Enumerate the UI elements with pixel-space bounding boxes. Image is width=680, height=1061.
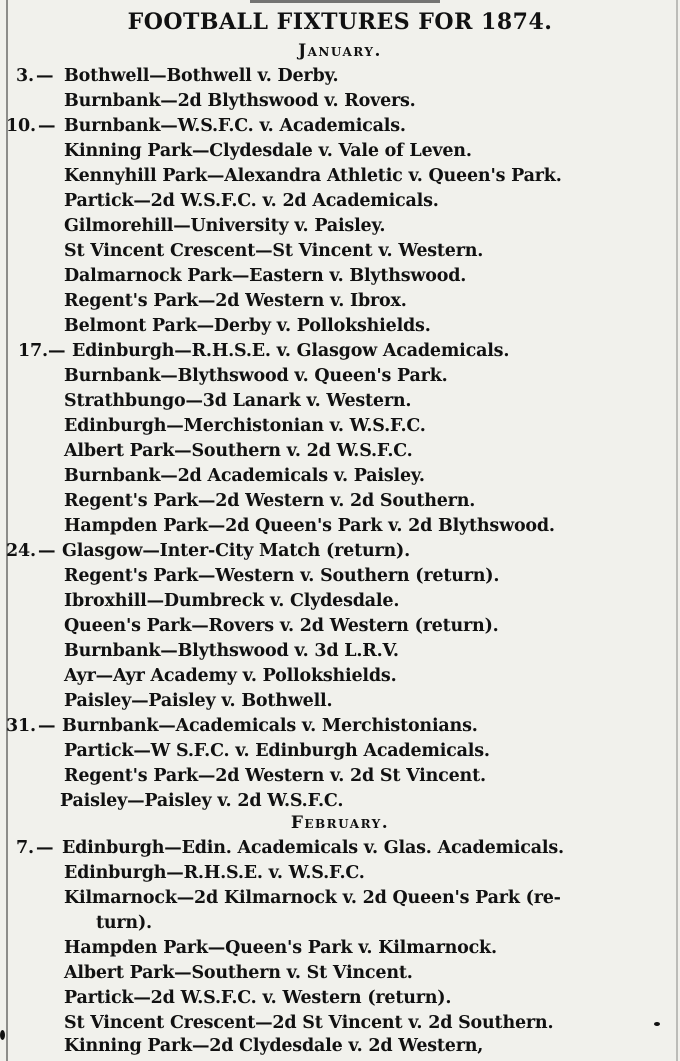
fixture-line [0, 836, 680, 860]
fixture-entry: Regent's Park—2d Western v. 2d Southern. [64, 491, 476, 511]
fixture-date: 10. [6, 116, 36, 136]
fixture-line [0, 139, 680, 163]
fixture-line [0, 64, 680, 88]
fixture-entry: St Vincent Crescent—2d St Vincent v. 2d Southern. [64, 1013, 554, 1033]
fixture-entry: Dalmarnock Park—Eastern v. Blythswood. [64, 266, 467, 286]
fixture-entry: Glasgow—Inter-City Match (return). [62, 541, 411, 561]
fixture-entry: Gilmorehill—University v. Paisley. [64, 216, 386, 236]
fixture-line [0, 714, 680, 738]
date-dash: — [38, 541, 56, 561]
date-dash: — [38, 116, 56, 136]
date-dash: — [36, 838, 54, 858]
fixture-line [0, 89, 680, 113]
fixture-entry: Paisley—Paisley v. Bothwell. [64, 691, 333, 711]
fixture-entry: Regent's Park—Western v. Southern (return). [64, 566, 500, 586]
fixture-entry: Hampden Park—Queen's Park v. Kilmarnock. [64, 938, 497, 958]
fixture-date: 31. [6, 716, 36, 736]
fixture-line [0, 689, 680, 713]
fixture-entry: Edinburgh—Merchistonian v. W.S.F.C. [64, 416, 426, 436]
fixture-entry: Paisley—Paisley v. 2d W.S.F.C. [60, 791, 344, 811]
fixture-line [0, 936, 680, 960]
ink-smudge [654, 1022, 660, 1026]
fixture-line [0, 464, 680, 488]
fixture-line [0, 539, 680, 563]
fixture-line [0, 886, 680, 910]
fixture-entry: Albert Park—Southern v. St Vincent. [64, 963, 413, 983]
fixture-entry: Burnbank—Academicals v. Merchistonians. [62, 716, 478, 736]
fixture-entry: Burnbank—W.S.F.C. v. Academicals. [64, 116, 406, 136]
fixture-line [0, 414, 680, 438]
fixture-line [0, 861, 680, 885]
fixture-line [0, 439, 680, 463]
fixture-entry: Ayr—Ayr Academy v. Pollokshields. [64, 666, 397, 686]
fixture-entry: Edinburgh—R.H.S.E. v. Glasgow Academicals. [72, 341, 510, 361]
month-heading-january: January. [298, 41, 382, 61]
fixture-entry: Partick—W S.F.C. v. Edinburgh Academicals. [64, 741, 490, 761]
date-dash: — [36, 66, 54, 86]
fixture-line [0, 664, 680, 688]
fixture-entry: Belmont Park—Derby v. Pollokshields. [64, 316, 431, 336]
fixture-line [0, 1011, 680, 1035]
fixture-line [0, 364, 680, 388]
fixture-date: 24. [6, 541, 36, 561]
month-heading-february: February. [290, 813, 390, 833]
fixture-line [0, 614, 680, 638]
fixture-entry: Burnbank—2d Blythswood v. Rovers. [64, 91, 416, 111]
fixture-line [0, 189, 680, 213]
fixture-line [0, 789, 680, 813]
fixture-line [0, 589, 680, 613]
date-dash: — [38, 716, 56, 736]
fixture-line [0, 314, 680, 338]
fixture-date: 3. [16, 66, 34, 86]
fixture-entry: Edinburgh—R.H.S.E. v. W.S.F.C. [64, 863, 365, 883]
fixture-entry: Edinburgh—Edin. Academicals v. Glas. Academicals. [62, 838, 564, 858]
fixture-entry: Hampden Park—2d Queen's Park v. 2d Blythswood. [64, 516, 555, 536]
fixture-line [0, 214, 680, 238]
page-title: FOOTBALL FIXTURES FOR 1874. [127, 9, 553, 35]
fixture-entry: Kennyhill Park—Alexandra Athletic v. Queen's Park. [64, 166, 562, 186]
fixture-entry: Strathbungo—3d Lanark v. Western. [64, 391, 412, 411]
fixture-entry: Bothwell—Bothwell v. Derby. [64, 66, 339, 86]
fixture-line [0, 986, 680, 1010]
fixture-entry: Queen's Park—Rovers v. 2d Western (return). [64, 616, 499, 636]
fixture-entry: Partick—2d W.S.F.C. v. Western (return). [64, 988, 452, 1008]
date-dash: — [48, 341, 66, 361]
fixture-line [0, 389, 680, 413]
fixture-line [0, 764, 680, 788]
fixture-line [0, 911, 680, 935]
fixture-entry: Partick—2d W.S.F.C. v. 2d Academicals. [64, 191, 439, 211]
fixture-line [0, 739, 680, 763]
top-rule [250, 0, 440, 3]
fixture-line [0, 114, 680, 138]
fixture-entry-continuation: turn). [96, 913, 152, 933]
fixture-entry: Ibroxhill—Dumbreck v. Clydesdale. [64, 591, 400, 611]
fixture-entry: Kilmarnock—2d Kilmarnock v. 2d Queen's Park (re- [64, 888, 561, 908]
fixture-line [0, 639, 680, 663]
fixture-line [0, 164, 680, 188]
fixture-entry: St Vincent Crescent—St Vincent v. Western. [64, 241, 484, 261]
fixture-line [0, 339, 680, 363]
fixture-entry: Burnbank—2d Academicals v. Paisley. [64, 466, 425, 486]
fixture-line [0, 239, 680, 263]
fixture-entry: Regent's Park—2d Western v. Ibrox. [64, 291, 407, 311]
fixture-entry: Albert Park—Southern v. 2d W.S.F.C. [64, 441, 413, 461]
fixture-date: 17. [18, 341, 48, 361]
fixture-entry: Kinning Park—2d Clydesdale v. 2d Western, [64, 1036, 484, 1056]
fixture-entry: Burnbank—Blythswood v. Queen's Park. [64, 366, 448, 386]
fixture-line [0, 961, 680, 985]
fixture-line [0, 1034, 680, 1058]
fixture-line [0, 264, 680, 288]
fixture-line [0, 564, 680, 588]
fixture-entry: Regent's Park—2d Western v. 2d St Vincent. [64, 766, 486, 786]
fixture-date: 7. [16, 838, 34, 858]
fixture-line [0, 489, 680, 513]
fixture-line [0, 289, 680, 313]
fixture-line [0, 514, 680, 538]
fixture-entry: Burnbank—Blythswood v. 3d L.R.V. [64, 641, 399, 661]
ink-smudge [0, 1030, 5, 1040]
fixture-entry: Kinning Park—Clydesdale v. Vale of Leven. [64, 141, 472, 161]
